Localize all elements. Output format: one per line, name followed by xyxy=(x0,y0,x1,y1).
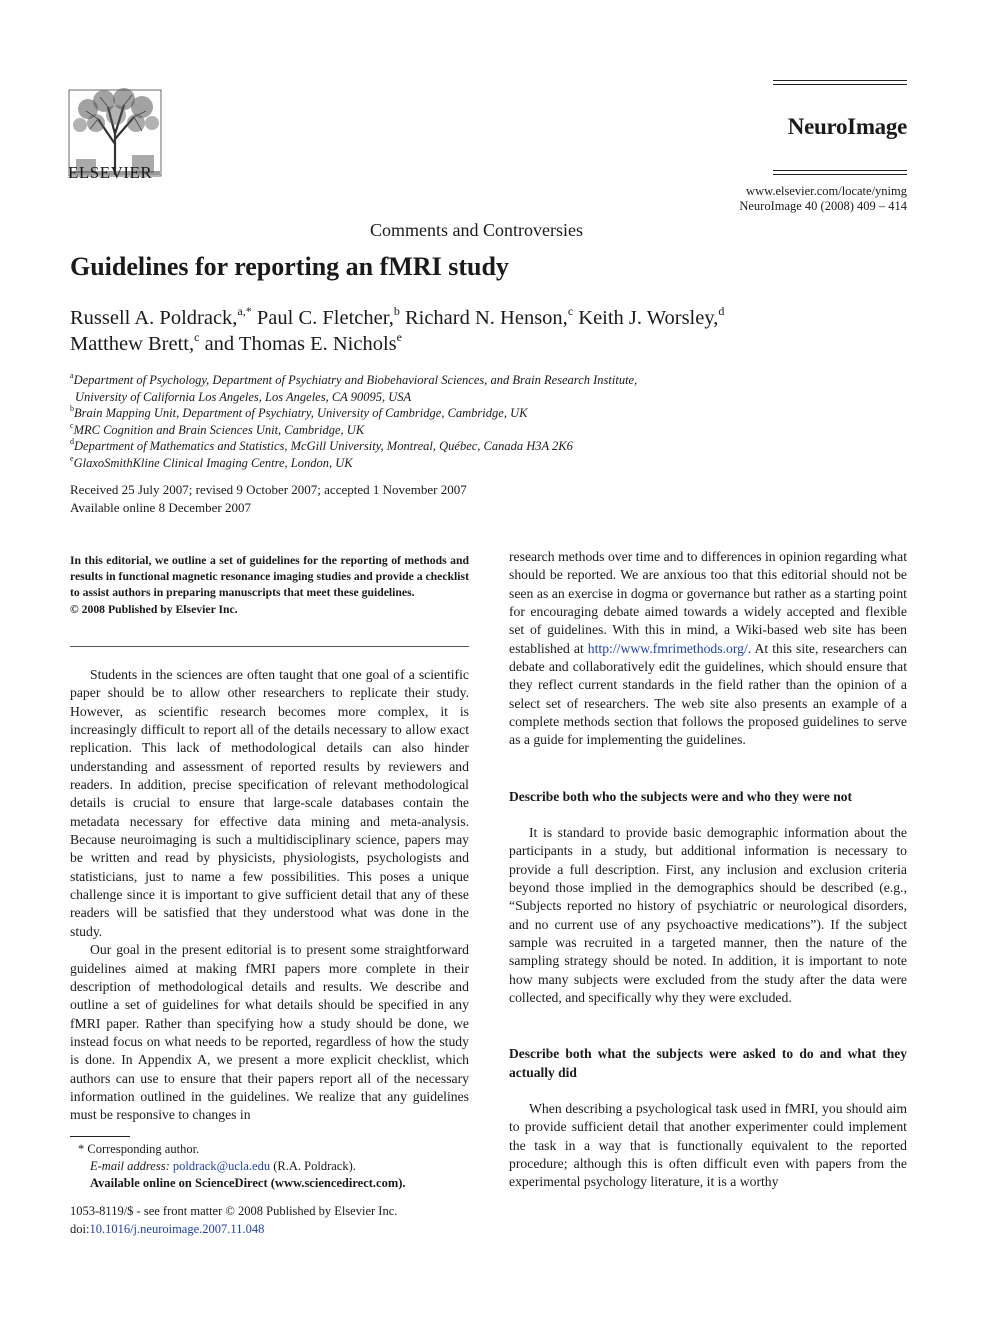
section-heading: Describe both who the subjects were and who they were not xyxy=(509,789,852,804)
author: Russell A. Poldrack,$^{a,*}$ xyxy=(70,304,252,329)
header-rule-top xyxy=(773,80,907,81)
abstract-text: In this editorial, we outline a set of guidelines for the reporting of methods and results in functional magnetic resonance imaging studies and provide a checklist to assist authors in preparing manuscripts that meet these guidelines. xyxy=(70,554,469,600)
body-left-column xyxy=(70,666,469,1125)
publisher-name: ELSEVIER xyxy=(68,163,153,182)
body-paragraph: research methods over time and to differences in opinion regarding what should be reported. We are anxious too that this editorial should not be seen as an exercise in dogma or governance but rather as a starting point for encouraging debate aimed towards a widely accepted and flexible set of guidelines. With this in mind, a Wiki-based web site has been established at http://www.fmrimethods.org/. At this site, researchers can debate and collaboratively edit the guidelines, which should ensure that they reflect current standards in the field rather than the opinion of a select set of researchers. The web site also presents an example of a complete methods section that follows the proposed guidelines to serve as a guide for implementing the guidelines. xyxy=(509,549,908,748)
available-date: Available online 8 December 2007 xyxy=(70,499,251,515)
body-paragraph: Students in the sciences are often taught that one goal of a scientific paper should be to allow other researchers to replicate their study. However, as scientific research becomes more complex, it is increasingly difficult to report all of the details necessary to allow exact replication. This lack of methodological details can also hinder understanding and assessment of reported results by reviewers and readers. In addition, precise specification of relevant methodological details is crucial to ensure that large-scale databases contain the metadata necessary for effective data mining and meta-analysis. Because neuroimaging is such a multidisciplinary science, papers may be written and read by physicists, physiologists, psychologists and statisticians, just to name a few possibilities. This poses a unique challenge since it is important to give sufficient detail that any of these readers will be satisfied that they understood what was done in the study. xyxy=(70,667,469,939)
author: and Thomas E. Nichols$^e$ xyxy=(204,330,402,355)
body-paragraph-task xyxy=(509,1100,907,1192)
body-paragraph: It is standard to provide basic demographic information about the participants in a study, but additional information is necessary to provide a full description. First, any inclusion and exclusion criteria beyond those implied in the demographics should be described (e.g., “Subjects reported no history of psychiatric or neurological disorders, and no current use of any psychoactive medications”). If the subject sample was recruited in a targeted manner, then the nature of the sampling strategy should be noted. In addition, it is important to note how many subjects were excluded from the study after the data were collected, and specifically why they were excluded. xyxy=(509,825,907,1006)
author: Keith J. Worsley,$^d$ xyxy=(578,304,725,329)
abstract-divider xyxy=(70,646,469,647)
email-note: E-mail address: poldrack@ucla.edu (R.A. Poldrack). xyxy=(90,1159,356,1173)
abstract xyxy=(70,553,469,618)
affiliations xyxy=(70,372,750,471)
header-rule-bottom xyxy=(773,170,907,171)
affiliation: $^d$Department of Mathematics and Statistics, McGill University, Montreal, Québec, Canada H3A 2K6 xyxy=(70,437,573,453)
doi-link[interactable]: 10.1016/j.neuroimage.2007.11.048 xyxy=(89,1221,265,1236)
affiliation: $^e$GlaxoSmithKline Clinical Imaging Centre, London, UK xyxy=(70,453,353,470)
body-paragraph: When describing a psychological task used in fMRI, you should aim to provide sufficient detail that another experimenter could implement the task in a way that is functionally equivalent to the reported procedure; although this is often difficult even with papers from the experimental psychology literature, it is a worthy xyxy=(509,1101,907,1190)
affiliation: $^b$Brain Mapping Unit, Department of Psychiatry, University of Cambridge, Cambridge, UK xyxy=(70,404,528,420)
body-paragraph-subjects xyxy=(509,824,907,1007)
header-rule-top-2 xyxy=(773,84,907,85)
author: Matthew Brett,$^c$ xyxy=(70,330,200,355)
footnotes xyxy=(70,1141,470,1192)
doi-line: doi:10.1016/j.neuroimage.2007.11.048 xyxy=(70,1221,265,1236)
imprint xyxy=(70,1203,397,1238)
body-paragraph: Our goal in the present editorial is to present some straightforward guidelines aimed at making fMRI papers more complete in their description of methodological details and results. We describe and outline a set of guidelines for what details should be specified in any fMRI paper. Rather than specifying how a study should be done, we instead focus on what needs to be reported, regardless of how the study is done. In Appendix A, we present a more explicit checklist, which authors can use to ensure that their papers report all of the necessary information outlined in the guidelines. We realize that any guidelines must be responsive to changes in xyxy=(70,942,469,1123)
section-heading: Describe both what the subjects were asked to do and what they actually did xyxy=(509,1046,907,1080)
body-right-column xyxy=(509,548,907,750)
header-rule-bottom-2 xyxy=(773,174,907,175)
copyright: © 2008 Published by Elsevier Inc. xyxy=(70,602,238,616)
author: Richard N. Henson,$^c$ xyxy=(404,304,574,329)
email-link[interactable]: poldrack@ucla.edu xyxy=(172,1159,271,1173)
received-date: Received 25 July 2007; revised 9 October 2007; accepted 1 November 2007 xyxy=(70,482,467,497)
author: Paul C. Fletcher,$^b$ xyxy=(256,304,400,329)
wiki-link[interactable]: http://www.fmrimethods.org/ xyxy=(587,640,748,656)
affiliation-cont: University of California Los Angeles, Los Angeles, CA 90095, USA xyxy=(75,389,412,404)
journal-title: NeuroImage xyxy=(787,114,907,139)
journal-citation: NeuroImage 40 (2008) 409 – 414 xyxy=(739,199,907,213)
issn-line: 1053-8119/$ - see front matter © 2008 Published by Elsevier Inc. xyxy=(70,1204,398,1218)
section-label: Comments and Controversies xyxy=(370,220,583,240)
online-note: Available online on ScienceDirect (www.sciencedirect.com). xyxy=(90,1176,406,1190)
affiliation: $^c$MRC Cognition and Brain Sciences Unit, Cambridge, UK xyxy=(70,420,365,437)
corresponding-author-note: * Corresponding author. xyxy=(78,1142,200,1156)
author-list xyxy=(70,305,830,357)
affiliation: $^a$Department of Psychology, Department of Psychiatry and Biobehavioral Sciences, and Brain Research Institute, xyxy=(70,371,638,387)
article-dates xyxy=(70,481,467,516)
journal-url[interactable]: www.elsevier.com/locate/ynimg xyxy=(746,184,907,198)
footnote-rule xyxy=(70,1136,130,1137)
article-title: Guidelines for reporting an fMRI study xyxy=(70,252,509,281)
